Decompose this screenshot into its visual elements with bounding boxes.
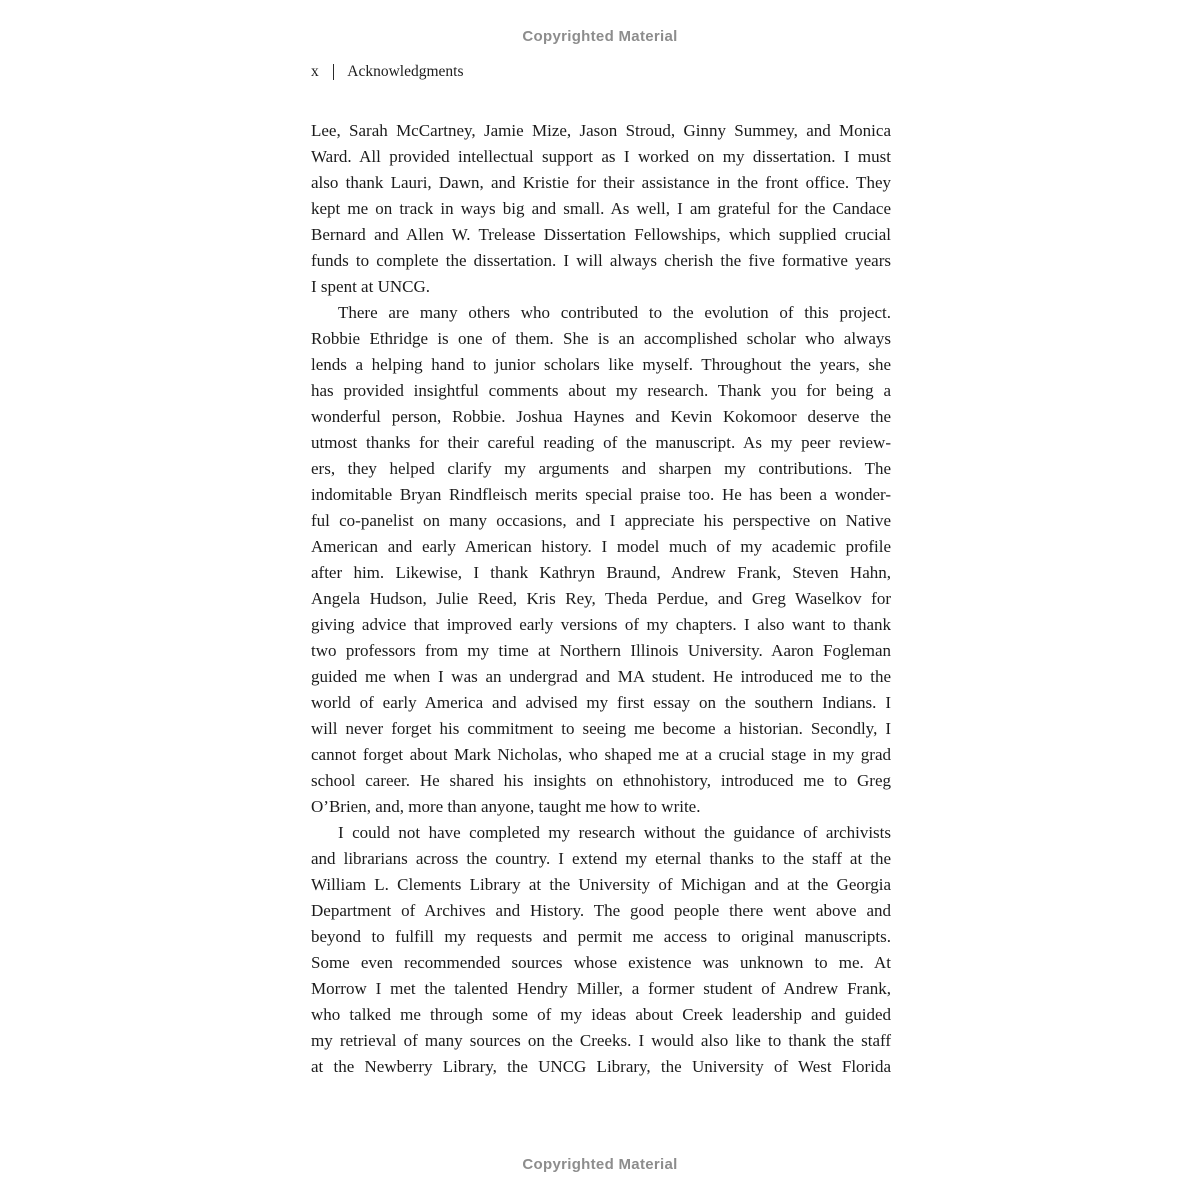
page-number: x xyxy=(311,63,319,80)
text-line: and librarians across the country. I extend my eternal thanks to the staff at the xyxy=(311,849,891,868)
text-line: ers, they helped clarify my arguments and sharpen my contributions. The xyxy=(311,459,891,478)
text-line: I spent at UNCG. xyxy=(311,277,430,296)
text-line: world of early America and advised my first essay on the southern Indians. I xyxy=(311,693,891,712)
paragraph xyxy=(311,118,891,300)
text-line: American and early American history. I model much of my academic profile xyxy=(311,537,891,556)
text-line: Department of Archives and History. The good people there went above and xyxy=(311,901,891,920)
text-line: Robbie Ethridge is one of them. She is an accomplished scholar who always xyxy=(311,329,891,348)
text-line: Some even recommended sources whose existence was unknown to me. At xyxy=(311,953,891,972)
text-line: wonderful person, Robbie. Joshua Haynes and Kevin Kokomoor deserve the xyxy=(311,407,891,426)
text-line: will never forget his commitment to seeing me become a historian. Secondly, I xyxy=(311,719,891,738)
text-line: ful co-panelist on many occasions, and I appreciate his perspective on Native xyxy=(311,511,891,530)
chapter-title: Acknowledgments xyxy=(347,63,464,80)
paragraph xyxy=(311,300,891,820)
text-line: funds to complete the dissertation. I will always cherish the five formative years xyxy=(311,251,891,270)
text-line: Ward. All provided intellectual support as I worked on my dissertation. I must xyxy=(311,147,891,166)
text-line: also thank Lauri, Dawn, and Kristie for their assistance in the front office. They xyxy=(311,173,891,192)
text-line: lends a helping hand to junior scholars like myself. Throughout the years, she xyxy=(311,355,891,374)
text-line: utmost thanks for their careful reading of the manuscript. As my peer review- xyxy=(311,433,891,452)
text-line: Angela Hudson, Julie Reed, Kris Rey, Theda Perdue, and Greg Waselkov for xyxy=(311,589,891,608)
page-body xyxy=(311,118,891,1080)
text-line: guided me when I was an undergrad and MA student. He introduced me to the xyxy=(311,667,891,686)
header-separator xyxy=(333,64,335,80)
running-header xyxy=(311,63,463,81)
text-line: William L. Clements Library at the University of Michigan and at the Georgia xyxy=(311,875,891,894)
text-line: cannot forget about Mark Nicholas, who shaped me at a crucial stage in my grad xyxy=(311,745,891,764)
text-line: at the Newberry Library, the UNCG Library, the University of West Florida xyxy=(311,1057,891,1076)
text-line: Morrow I met the talented Hendry Miller, a former student of Andrew Frank, xyxy=(311,979,891,998)
text-line: Bernard and Allen W. Trelease Dissertation Fellowships, which supplied crucial xyxy=(311,225,891,244)
watermark-top: Copyrighted Material xyxy=(522,28,678,45)
text-line: my retrieval of many sources on the Creeks. I would also like to thank the staff xyxy=(311,1031,891,1050)
text-line: Lee, Sarah McCartney, Jamie Mize, Jason Stroud, Ginny Summey, and Monica xyxy=(311,121,891,140)
text-line: giving advice that improved early versions of my chapters. I also want to thank xyxy=(311,615,891,634)
text-line: two professors from my time at Northern Illinois University. Aaron Fogleman xyxy=(311,641,891,660)
text-line: school career. He shared his insights on ethnohistory, introduced me to Greg xyxy=(311,771,891,790)
text-line: indomitable Bryan Rindfleisch merits special praise too. He has been a wonder- xyxy=(311,485,891,504)
text-line: after him. Likewise, I thank Kathryn Braund, Andrew Frank, Steven Hahn, xyxy=(311,563,891,582)
text-line: who talked me through some of my ideas about Creek leadership and guided xyxy=(311,1005,891,1024)
text-line: I could not have completed my research without the guidance of archivists xyxy=(338,823,891,842)
watermark-bottom: Copyrighted Material xyxy=(522,1156,678,1173)
text-line: beyond to fulfill my requests and permit me access to original manuscripts. xyxy=(311,927,891,946)
text-line: There are many others who contributed to the evolution of this project. xyxy=(338,303,891,322)
text-line: has provided insightful comments about my research. Thank you for being a xyxy=(311,381,891,400)
text-line: kept me on track in ways big and small. As well, I am grateful for the Candace xyxy=(311,199,891,218)
paragraph xyxy=(311,820,891,1080)
text-line: O’Brien, and, more than anyone, taught me how to write. xyxy=(311,797,701,816)
